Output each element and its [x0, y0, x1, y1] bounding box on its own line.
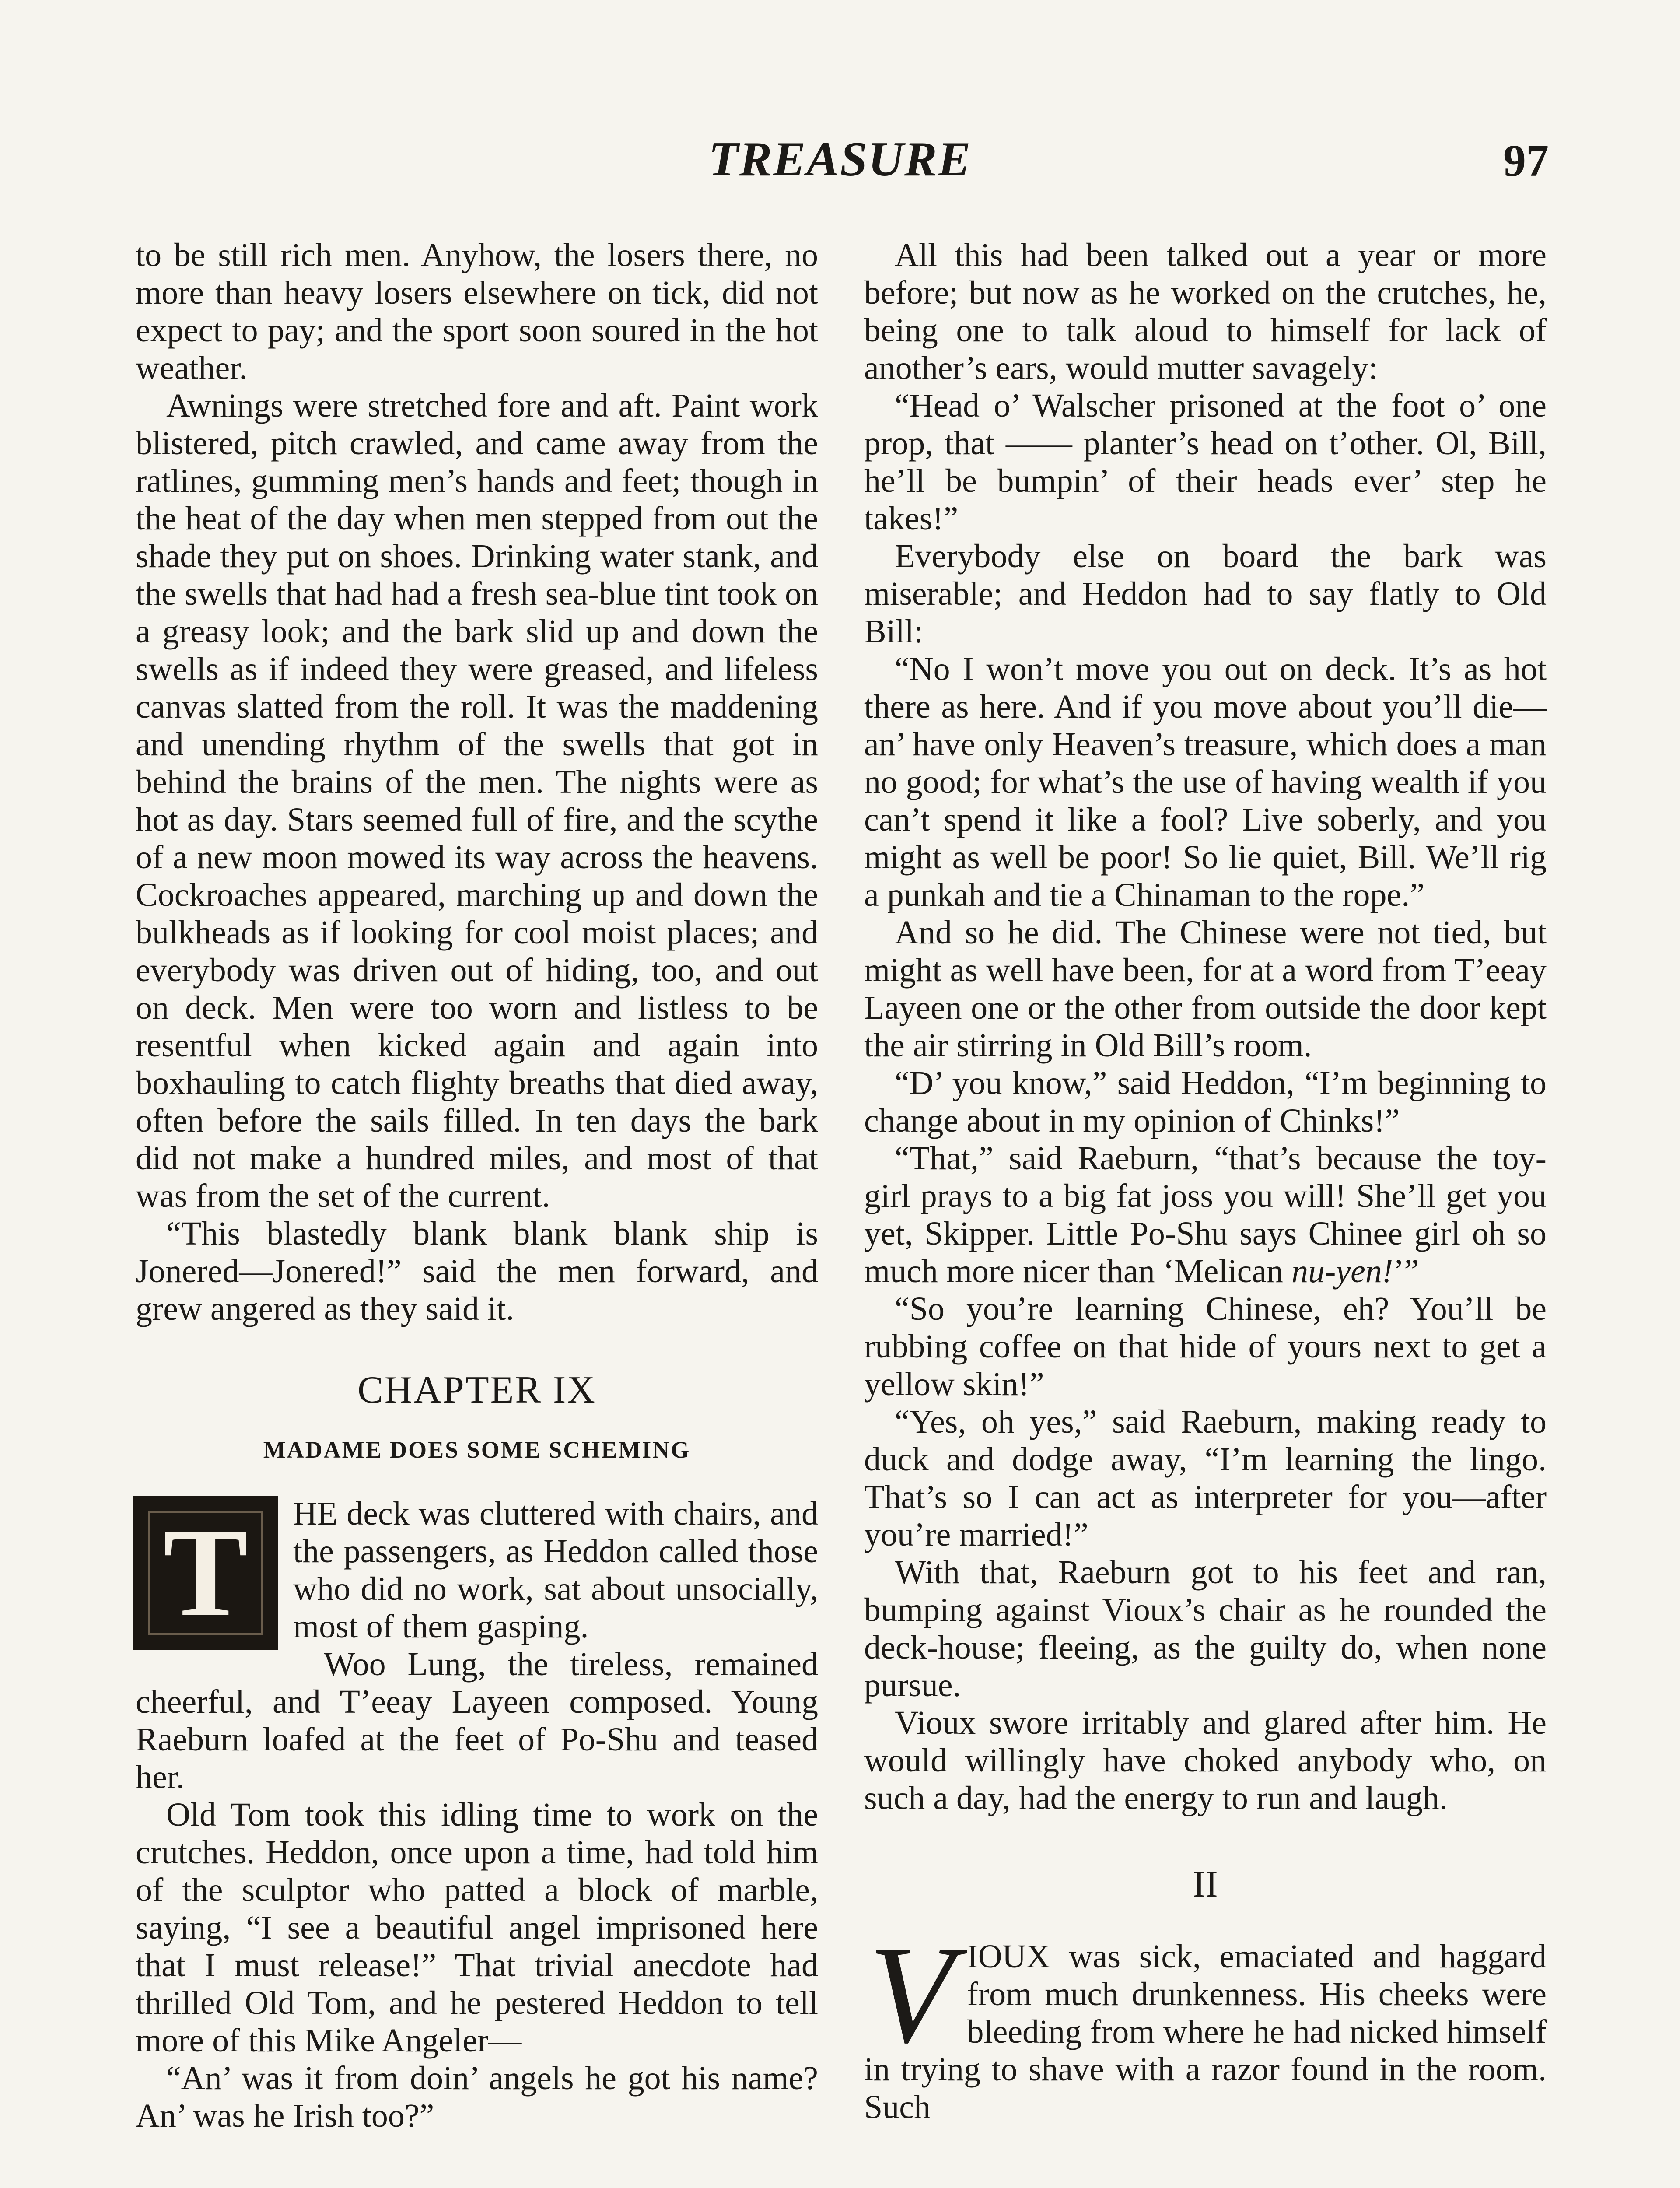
chapter-subtitle: MADAME DOES SOME SCHEMING [263, 1437, 691, 1463]
paragraph: “Yes, oh yes,” said Raeburn, making ready to duck and dodge away, “I’m learning the lingo. That’s so I can act as interpreter for you—after you’re married!” [864, 1403, 1547, 1553]
paragraph: All this had been talked out a year or more before; but now as he worked on the crutches, he, being one to talk aloud to himself for lack of another’s ears, would mutter savagely: [864, 237, 1547, 386]
right-column [864, 236, 1547, 2126]
paragraph-text: “That,” said Raeburn, “that’s because the toy-girl prays to a big fat joss you will! She’ll get you yet, Skipper. Little Po-Shu says Chinee girl oh so much more nicer than ‘Melican [864, 1140, 1547, 1290]
running-header-title: TREASURE [708, 132, 972, 186]
section-heading: II [1193, 1863, 1218, 1905]
paragraph-text: IOUX was sick, emaciated and haggard from much drunkenness. His cheeks were bleeding from where he had nicked himself in trying to shave with a razor found in the room. Such [864, 1938, 1547, 2125]
paragraph: And so he did. The Chinese were not tied, but might as well have been, for at a word from T’eeay Layeen one or the other from outside the door kept the air stirring in Old Bill’s room. [864, 914, 1547, 1064]
paragraph: “D’ you know,” said Heddon, “I’m beginning to change about in my opinion of Chinks!” [864, 1065, 1547, 1139]
page-number: 97 [1503, 136, 1549, 186]
paragraph: Everybody else on board the bark was miserable; and Heddon had to say flatly to Old Bill: [864, 538, 1547, 650]
ornamental-dropcap [136, 1498, 276, 1647]
paragraph: Woo Lung, the tireless, remained cheerful, and T’eeay Layeen composed. Young Raeburn loafed at the feet of Po-Shu and teased her. [136, 1646, 818, 1795]
paragraph: “Head o’ Walscher prisoned at the foot o’ one prop, that —— planter’s head on t’other. Ol, Bill, he’ll be bumpin’ of their heads ever’ step he takes!” [864, 387, 1547, 537]
paragraph: “So you’re learning Chinese, eh? You’ll be rubbing coffee on that hide of yours next to get a yellow skin!” [864, 1290, 1547, 1403]
paragraph: Awnings were stretched fore and aft. Paint work blistered, pitch crawled, and came away from the ratlines, gumming men’s hands and feet; though in the heat of the day when men stepped from out the shade they put on shoes. Drinking water stank, and the swells that had had a fresh sea-blue tint took on a greasy look; and the bark slid up and down the swells as if indeed they were greased, and lifeless canvas slatted from the roll. It was the maddening and unending rhythm of the swells that got in behind the brains of the men. The nights were as hot as day. Stars seemed full of fire, and the scythe of a new moon mowed its way across the heavens. Cockroaches appeared, marching up and down the bulkheads as if looking for cool moist places; and everybody was driven out of hiding, too, and out on deck. Men were too worn and listless to be resentful when kicked again and again into boxhauling to catch flighty breaths that died away, often before the sails filled. In ten days the bark did not make a hundred miles, and most of that was from the set of the current. [136, 387, 818, 1214]
paragraph: “No I won’t move you out on deck. It’s as hot there as here. And if you move about you’ll die—an’ have only Heaven’s treasure, which does a man no good; for what’s the use of having wealth if you can’t spend it like a fool? Live soberly, and you might as well be poor! So lie quiet, Bill. We’ll rig a punkah and tie a Chinaman to the rope.” [864, 651, 1547, 913]
closing-quote: ’” [1393, 1253, 1419, 1290]
paragraph: Old Tom took this idling time to work on the crutches. Heddon, once upon a time, had told him of the sculptor who patted a block of marble, saying, “I see a beautiful angel imprisoned here that I must release!” That trivial anecdote had thrilled Old Tom, and he pestered Heddon to tell more of this Mike Angeler— [136, 1796, 818, 2059]
italic-word: nu-yen! [1292, 1253, 1393, 1290]
dropcap-letter: T [163, 1502, 248, 1643]
chapter-opening-paragraph [136, 1495, 818, 1645]
paragraph [864, 1140, 1547, 1290]
dropcap-letter: V [868, 1917, 954, 2072]
paragraph: With that, Raeburn got to his feet and ran, bumping against Vioux’s chair as he rounded the deck-house; fleeing, as the guilty do, when none pursue. [864, 1554, 1547, 1704]
paragraph: “An’ was it from doin’ angels he got his name? An’ was he Irish too?” [136, 2060, 818, 2134]
paragraph: “This blastedly blank blank blank ship is Jonered—Jonered!” said the men forward, and grew angered as they said it. [136, 1215, 818, 1327]
paragraph: to be still rich men. Anyhow, the losers there, no more than heavy losers elsewhere on tick, did not expect to pay; and the sport soon soured in the hot weather. [136, 237, 818, 386]
chapter-heading: CHAPTER IX [357, 1369, 596, 1411]
left-column [136, 236, 818, 2135]
section-opening-paragraph [864, 1917, 1547, 2126]
paragraph: Vioux swore irritably and glared after him. He would willingly have choked anybody who, on such a day, had the energy to run and laugh. [864, 1704, 1547, 1816]
paragraph-text: HE deck was cluttered with chairs, and the passengers, as Heddon called those who did no work, sat about unsocially, most of them gasping. [293, 1495, 818, 1645]
